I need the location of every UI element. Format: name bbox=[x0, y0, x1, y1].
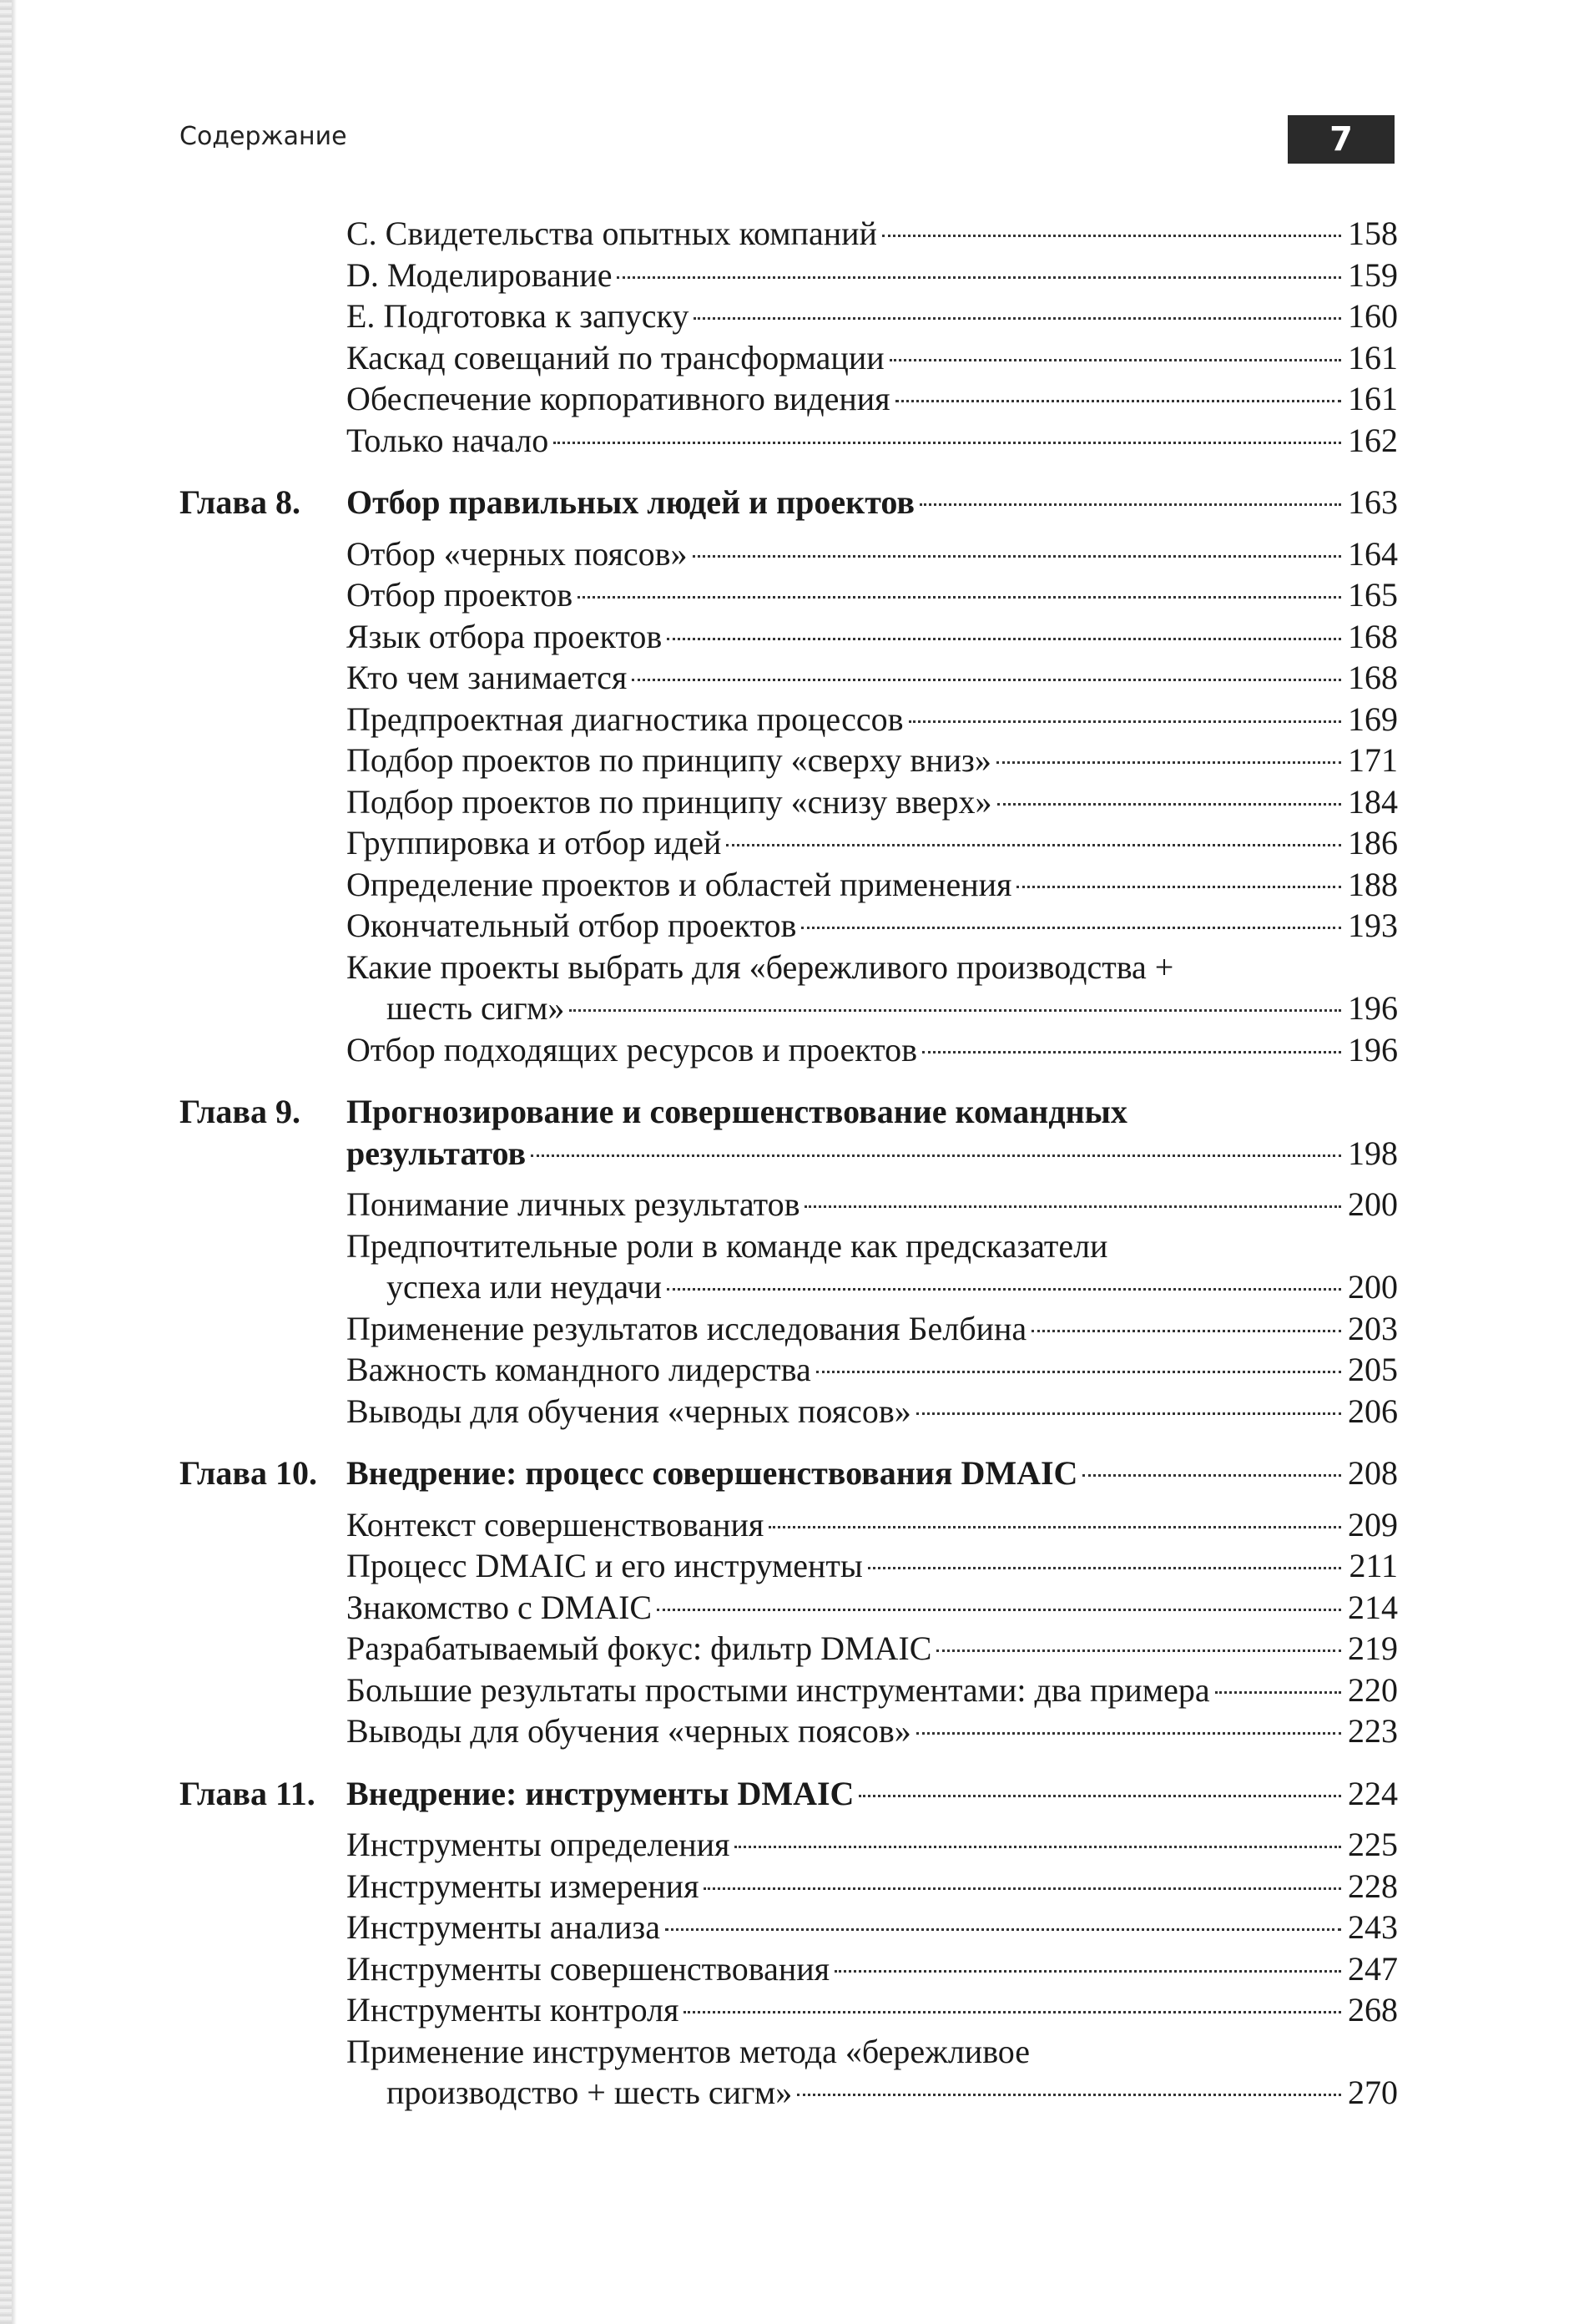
page-header bbox=[0, 0, 1589, 184]
entry-page: 196 bbox=[1348, 1030, 1398, 1069]
toc-entry bbox=[179, 337, 1398, 379]
entry-page: 168 bbox=[1348, 617, 1398, 655]
running-head: Содержание bbox=[179, 122, 347, 151]
dot-leader bbox=[859, 1795, 1341, 1797]
toc-entry bbox=[179, 574, 1398, 616]
toc-entry bbox=[179, 1349, 1398, 1391]
scan-edge-artifact bbox=[0, 0, 12, 2324]
entry-page: 168 bbox=[1348, 659, 1398, 696]
entry-title: Инструменты измерения bbox=[346, 1867, 699, 1905]
entry-title: Важность командного лидерства bbox=[346, 1351, 811, 1388]
toc-row bbox=[346, 213, 1398, 255]
toc-row bbox=[346, 988, 1398, 1029]
dot-leader bbox=[936, 1650, 1341, 1652]
entry-page: 200 bbox=[1348, 1185, 1398, 1223]
entry-title: E. Подготовка к запуску bbox=[346, 297, 689, 335]
entry-title: Выводы для обучения «черных поясов» bbox=[346, 1712, 911, 1750]
chapter-title-text: Отбор правильных людей и проектов bbox=[346, 483, 915, 521]
dot-leader bbox=[578, 596, 1341, 599]
dot-leader bbox=[909, 720, 1341, 723]
chapter-title bbox=[346, 482, 1398, 523]
dot-leader bbox=[667, 638, 1341, 640]
dot-leader bbox=[704, 1887, 1341, 1890]
toc-row bbox=[346, 1866, 1398, 1907]
dot-leader bbox=[835, 1970, 1341, 1973]
toc-row bbox=[346, 337, 1398, 379]
toc-entry bbox=[179, 947, 1398, 1029]
entry-title: Инструменты контроля bbox=[346, 1991, 679, 2028]
toc-row bbox=[346, 699, 1398, 740]
chapter-page: 224 bbox=[1348, 1774, 1398, 1812]
entry-title: Инструменты определения bbox=[346, 1826, 730, 1863]
entry-page: 268 bbox=[1348, 1991, 1398, 2028]
entry-page: 193 bbox=[1348, 907, 1398, 944]
toc-row bbox=[346, 864, 1398, 906]
dot-leader bbox=[868, 1567, 1341, 1569]
entry-page: 165 bbox=[1348, 576, 1398, 614]
toc-row bbox=[346, 1133, 1398, 1175]
entry-page: 206 bbox=[1348, 1392, 1398, 1430]
entry-page: 160 bbox=[1348, 297, 1398, 335]
toc-row bbox=[346, 781, 1398, 823]
toc-entry bbox=[179, 420, 1398, 462]
dot-leader bbox=[632, 679, 1341, 681]
toc-row bbox=[346, 616, 1398, 658]
entry-title: Знакомство с DMAIC bbox=[346, 1588, 653, 1626]
chapters-list bbox=[179, 482, 1398, 2114]
dot-leader bbox=[617, 276, 1341, 279]
entry-page: 196 bbox=[1348, 989, 1398, 1027]
entry-title: Подбор проектов по принципу «сверху вниз» bbox=[346, 741, 991, 779]
dot-leader bbox=[693, 555, 1341, 558]
entry-page: 161 bbox=[1348, 338, 1398, 376]
toc-entry bbox=[179, 616, 1398, 658]
toc-entry bbox=[179, 2031, 1398, 2114]
dot-leader bbox=[805, 1205, 1341, 1208]
toc-entry bbox=[179, 1628, 1398, 1670]
chapter-heading bbox=[179, 1091, 1398, 1174]
chapter-section bbox=[179, 1091, 1398, 1432]
entry-page: 184 bbox=[1348, 782, 1398, 821]
dot-leader bbox=[657, 1609, 1341, 1611]
entry-title: успеха или неудачи bbox=[386, 1268, 663, 1306]
entry-title: шесть сигм» bbox=[386, 989, 565, 1027]
toc-row bbox=[346, 420, 1398, 462]
entry-title: Подбор проектов по принципу «снизу вверх» bbox=[346, 782, 992, 821]
entry-title: C. Свидетельства опытных компаний bbox=[346, 215, 877, 252]
entry-page: 161 bbox=[1348, 380, 1398, 417]
dot-leader bbox=[997, 803, 1342, 806]
dot-leader bbox=[667, 1288, 1341, 1291]
entry-title: Отбор «черных поясов» bbox=[346, 534, 688, 573]
toc-entry bbox=[179, 1948, 1398, 1990]
chapter-page: 163 bbox=[1348, 483, 1398, 521]
entry-title: Выводы для обучения «черных поясов» bbox=[346, 1392, 911, 1430]
entry-title: Определение проектов и областей применения bbox=[346, 865, 1012, 903]
toc-entry bbox=[179, 255, 1398, 296]
chapter-entries bbox=[179, 1504, 1398, 1752]
entry-page: 219 bbox=[1348, 1629, 1398, 1667]
toc-entry bbox=[179, 1225, 1398, 1308]
toc-row bbox=[346, 1824, 1398, 1866]
chapter-page: 198 bbox=[1348, 1134, 1398, 1172]
chapter-label: Глава 11. bbox=[179, 1774, 315, 1812]
toc-entry bbox=[179, 213, 1398, 255]
dot-leader bbox=[916, 1732, 1341, 1735]
toc-entry bbox=[179, 1184, 1398, 1225]
toc-entry bbox=[179, 1308, 1398, 1350]
entry-title: Инструменты анализа bbox=[346, 1908, 660, 1946]
entry-page: 214 bbox=[1348, 1588, 1398, 1626]
toc-row bbox=[346, 1773, 1398, 1815]
entry-title: Группировка и отбор идей bbox=[346, 824, 722, 861]
toc-row bbox=[346, 1948, 1398, 1990]
toc-entry bbox=[179, 740, 1398, 781]
dot-leader bbox=[684, 2011, 1341, 2013]
toc-entry bbox=[179, 1545, 1398, 1587]
toc-row bbox=[346, 296, 1398, 337]
dot-leader bbox=[882, 235, 1341, 237]
scan-edge-shadow bbox=[12, 0, 17, 2324]
dot-leader bbox=[665, 1928, 1341, 1931]
toc-entry bbox=[179, 699, 1398, 740]
dot-leader bbox=[1215, 1691, 1341, 1694]
toc-row bbox=[346, 740, 1398, 781]
toc-row bbox=[346, 1452, 1398, 1494]
dot-leader bbox=[816, 1371, 1341, 1373]
entry-page: 188 bbox=[1348, 865, 1398, 903]
entry-page: 228 bbox=[1348, 1867, 1398, 1905]
dot-leader bbox=[769, 1526, 1341, 1528]
toc-entry bbox=[179, 533, 1398, 575]
toc-entry bbox=[179, 657, 1398, 699]
entry-page: 225 bbox=[1348, 1826, 1398, 1863]
entry-title: Отбор проектов bbox=[346, 576, 573, 614]
toc-row bbox=[346, 1989, 1398, 2031]
dot-leader bbox=[734, 1846, 1341, 1848]
toc-row bbox=[346, 1670, 1398, 1711]
dot-leader bbox=[1016, 886, 1341, 888]
entry-title: Разрабатываемый фокус: фильтр DMAIC bbox=[346, 1629, 932, 1667]
chapter-label: Глава 9. bbox=[179, 1093, 300, 1130]
entry-page: 220 bbox=[1348, 1670, 1398, 1709]
toc-row bbox=[346, 1184, 1398, 1225]
chapter-label: Глава 8. bbox=[179, 483, 300, 521]
chapter-heading bbox=[179, 1773, 1398, 1815]
dot-leader bbox=[801, 927, 1341, 929]
toc-row bbox=[346, 255, 1398, 296]
chapter-section bbox=[179, 1452, 1398, 1752]
toc-row bbox=[346, 482, 1398, 523]
toc-entry bbox=[179, 1907, 1398, 1948]
entry-page: 200 bbox=[1348, 1268, 1398, 1306]
dot-leader bbox=[726, 844, 1341, 846]
toc-row bbox=[346, 1504, 1398, 1546]
chapter-entries bbox=[179, 1184, 1398, 1432]
toc-entry bbox=[179, 781, 1398, 823]
entry-title: D. Моделирование bbox=[346, 255, 613, 294]
chapter-title-line: Прогнозирование и совершенствование командных bbox=[346, 1093, 1127, 1130]
entry-title: Инструменты совершенствования bbox=[346, 1949, 830, 1988]
entry-title: Каскад совещаний по трансформации bbox=[346, 338, 885, 376]
toc-entry bbox=[179, 822, 1398, 864]
chapter-entries bbox=[179, 533, 1398, 1071]
entry-page: 247 bbox=[1348, 1949, 1398, 1988]
toc-row bbox=[346, 1029, 1398, 1071]
toc-entry bbox=[179, 1710, 1398, 1752]
entry-title: Отбор подходящих ресурсов и проектов bbox=[346, 1030, 918, 1069]
chapter-title bbox=[346, 1452, 1398, 1494]
chapter-page: 208 bbox=[1348, 1454, 1398, 1492]
chapter-section bbox=[179, 1773, 1398, 2114]
entry-page: 205 bbox=[1348, 1351, 1398, 1388]
chapter-section bbox=[179, 482, 1398, 1070]
toc-row bbox=[346, 2072, 1398, 2114]
toc-row bbox=[346, 905, 1398, 947]
chapter-title-text: результатов bbox=[346, 1134, 527, 1172]
entry-page: 164 bbox=[1348, 534, 1398, 573]
entry-page: 158 bbox=[1348, 215, 1398, 252]
toc-entry bbox=[179, 1504, 1398, 1546]
entry-title: производство + шесть сигм» bbox=[386, 2074, 793, 2111]
dot-leader bbox=[922, 1051, 1341, 1053]
entry-title: Большие результаты простыми инструментами: два примера bbox=[346, 1670, 1210, 1709]
entry-title: Процесс DMAIC и его инструменты bbox=[346, 1547, 863, 1584]
dot-leader bbox=[996, 761, 1341, 764]
dot-leader bbox=[1032, 1330, 1341, 1332]
intro-entries bbox=[179, 213, 1398, 461]
entry-page: 159 bbox=[1348, 255, 1398, 294]
entry-title: Применение результатов исследования Белбина bbox=[346, 1309, 1027, 1347]
chapter-title bbox=[346, 1091, 1398, 1174]
toc-row bbox=[346, 1587, 1398, 1629]
entry-page: 162 bbox=[1348, 421, 1398, 459]
toc-row bbox=[346, 822, 1398, 864]
dot-leader bbox=[569, 1009, 1341, 1012]
chapter-label: Глава 10. bbox=[179, 1454, 317, 1492]
entry-page: 223 bbox=[1348, 1712, 1398, 1750]
dot-leader bbox=[895, 400, 1341, 402]
toc-row bbox=[346, 1308, 1398, 1350]
toc-row bbox=[346, 1349, 1398, 1391]
chapter-heading bbox=[179, 482, 1398, 523]
dot-leader bbox=[916, 1412, 1341, 1415]
entry-page: 243 bbox=[1348, 1908, 1398, 1946]
entry-title: Язык отбора проектов bbox=[346, 617, 663, 655]
entry-title: Кто чем занимается bbox=[346, 659, 628, 696]
entry-title: Понимание личных результатов bbox=[346, 1185, 800, 1223]
page-number-badge: 7 bbox=[1288, 115, 1395, 164]
entry-title-line: Применение инструментов метода «бережливое bbox=[346, 2032, 1031, 2070]
toc-row bbox=[346, 657, 1398, 699]
toc-row bbox=[346, 1266, 1398, 1308]
entry-title: Контекст совершенствования bbox=[346, 1505, 764, 1543]
toc-entry bbox=[179, 1989, 1398, 2031]
entry-page: 270 bbox=[1348, 2074, 1398, 2111]
entry-page: 171 bbox=[1348, 741, 1398, 779]
entry-page: 203 bbox=[1348, 1309, 1398, 1347]
toc-row bbox=[346, 1545, 1398, 1587]
toc-entry bbox=[179, 1391, 1398, 1432]
dot-leader bbox=[797, 2094, 1341, 2096]
toc-entry bbox=[179, 1029, 1398, 1071]
toc-entry bbox=[179, 1670, 1398, 1711]
dot-leader bbox=[553, 442, 1341, 444]
toc-row bbox=[346, 533, 1398, 575]
toc-entry bbox=[179, 1587, 1398, 1629]
toc-row bbox=[346, 1710, 1398, 1752]
toc-entry bbox=[179, 864, 1398, 906]
toc-row bbox=[346, 378, 1398, 420]
dot-leader bbox=[890, 359, 1341, 361]
entry-page: 209 bbox=[1348, 1505, 1398, 1543]
chapter-title-text: Внедрение: инструменты DMAIC bbox=[346, 1774, 855, 1812]
chapter-title bbox=[346, 1773, 1398, 1815]
toc-entry bbox=[179, 905, 1398, 947]
toc-entry bbox=[179, 1866, 1398, 1907]
chapter-title-text: Внедрение: процесс совершенствования DMAIC bbox=[346, 1454, 1078, 1492]
entry-title: Окончательный отбор проектов bbox=[346, 907, 797, 944]
dot-leader bbox=[531, 1154, 1341, 1157]
entry-title-line: Какие проекты выбрать для «бережливого производства + bbox=[346, 947, 1174, 986]
chapter-heading bbox=[179, 1452, 1398, 1494]
entry-page: 211 bbox=[1349, 1547, 1398, 1584]
toc-entry bbox=[179, 296, 1398, 337]
entry-title: Предпроектная диагностика процессов bbox=[346, 700, 904, 738]
chapter-entries bbox=[179, 1824, 1398, 2114]
toc-row bbox=[346, 1907, 1398, 1948]
entry-title: Обеспечение корпоративного видения bbox=[346, 380, 890, 417]
toc-entry bbox=[179, 1824, 1398, 1866]
table-of-contents bbox=[179, 213, 1398, 2114]
entry-page: 169 bbox=[1348, 700, 1398, 738]
entry-title-line: Предпочтительные роли в команде как предсказатели bbox=[346, 1226, 1108, 1265]
entry-page: 186 bbox=[1348, 824, 1398, 861]
entry-title: Только начало bbox=[346, 421, 549, 459]
dot-leader bbox=[1082, 1474, 1341, 1477]
dot-leader bbox=[694, 317, 1341, 320]
toc-row bbox=[346, 1391, 1398, 1432]
toc-row bbox=[346, 574, 1398, 616]
toc-row bbox=[346, 1628, 1398, 1670]
dot-leader bbox=[920, 503, 1341, 506]
toc-entry bbox=[179, 378, 1398, 420]
